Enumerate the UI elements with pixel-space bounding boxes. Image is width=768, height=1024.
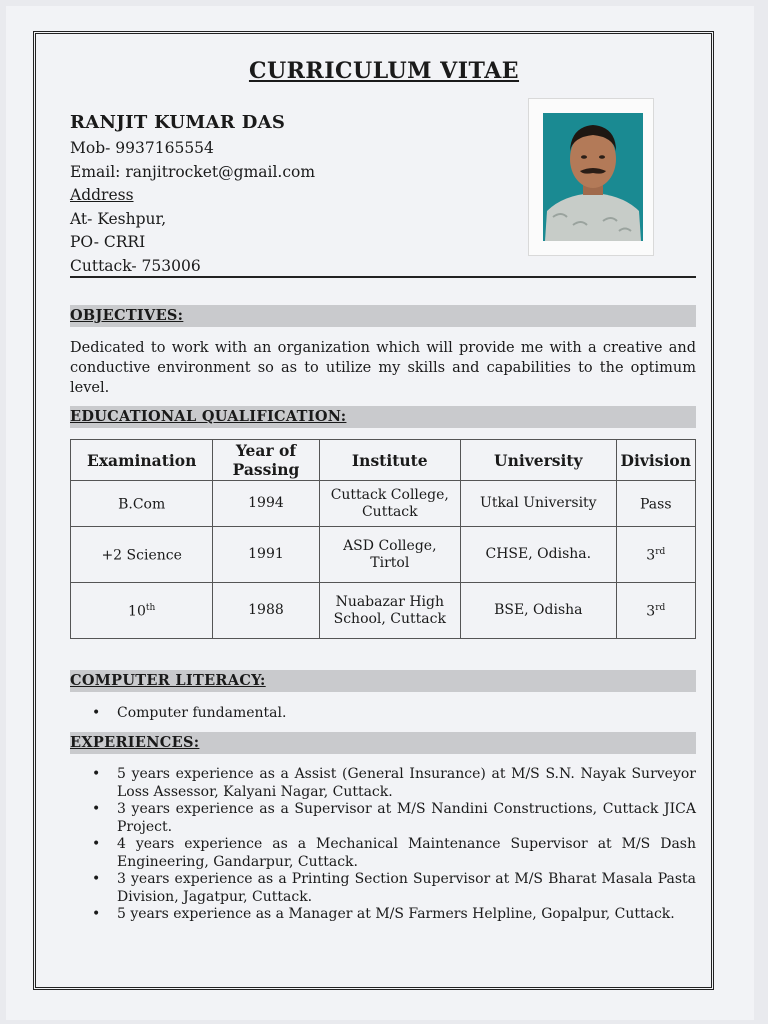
institute-cell: Nuabazar High School, Cuttack [319, 583, 461, 639]
section-heading: EDUCATIONAL QUALIFICATION: [70, 408, 347, 425]
bullet-icon: • [92, 766, 101, 782]
passport-photo [528, 98, 654, 256]
email-address: Email: ranjitrocket@gmail.com [70, 162, 316, 181]
column-header: Division [616, 440, 695, 481]
university-cell: Utkal University [461, 481, 617, 527]
address-heading: Address [70, 186, 134, 204]
portrait-image [543, 113, 643, 241]
computer-list [70, 705, 696, 723]
exam-cell: +2 Science [71, 527, 213, 583]
bullet-icon: • [92, 801, 101, 817]
contact-block [70, 137, 315, 278]
section-computer-literacy [70, 670, 696, 692]
bullet-icon: • [92, 871, 101, 887]
education-table [70, 439, 696, 639]
address-line: PO- CRRI [70, 233, 146, 251]
table-row [71, 527, 696, 583]
applicant-name: RANJIT KUMAR DAS [70, 112, 286, 133]
division-cell: 3rd [616, 583, 695, 639]
list-item: • 4 years experience as a Mechanical Maintenance Supervisor at M/S Dash Engineering, Gandarpur, Cuttack. [92, 836, 696, 870]
objectives-text: Dedicated to work with an organization which will provide me with a creative and conductive environment so as to utilize my skills and capabilities to the optimum level. [70, 340, 696, 396]
mobile-number: Mob- 9937165554 [70, 139, 214, 157]
bullet-icon: • [92, 705, 101, 721]
column-header: Examination [71, 440, 213, 481]
table-row [71, 583, 696, 639]
list-item: • 5 years experience as a Assist (General Insurance) at M/S S.N. Nayak Surveyor Loss Assessor, Kalyani Nagar, Cuttack. [92, 766, 696, 800]
section-education [70, 406, 696, 428]
list-item: • 3 years experience as a Supervisor at M/S Nandini Constructions, Cuttack JICA Project. [92, 801, 696, 835]
list-item: • 3 years experience as a Printing Section Supervisor at M/S Bharat Masala Pasta Division, Jagatpur, Cuttack. [92, 871, 696, 905]
exam-cell: B.Com [71, 481, 213, 527]
table-row [71, 481, 696, 527]
university-cell: BSE, Odisha [461, 583, 617, 639]
year-cell: 1994 [213, 481, 319, 527]
address-line: Cuttack- 753006 [70, 256, 201, 275]
table-header-row [71, 440, 696, 481]
university-cell: CHSE, Odisha. [461, 527, 617, 583]
institute-cell: ASD College, Tirtol [319, 527, 461, 583]
list-item: • Computer fundamental. [92, 705, 287, 721]
page-title: CURRICULUM VITAE [248, 58, 520, 84]
section-heading: OBJECTIVES: [70, 307, 184, 324]
year-cell: 1988 [213, 583, 319, 639]
year-cell: 1991 [213, 527, 319, 583]
division-cell: Pass [616, 481, 695, 527]
address-line: At- Keshpur, [70, 209, 167, 228]
header-divider [70, 276, 696, 278]
institute-cell: Cuttack College, Cuttack [319, 481, 461, 527]
column-header: Institute [319, 440, 461, 481]
division-cell: 3rd [616, 527, 695, 583]
bullet-icon: • [92, 906, 101, 922]
section-objectives [70, 305, 696, 327]
section-heading: COMPUTER LITERACY: [70, 672, 266, 689]
section-experiences [70, 732, 696, 754]
person-portrait-icon [543, 113, 643, 241]
column-header: University [461, 440, 617, 481]
section-heading: EXPERIENCES: [70, 734, 200, 751]
column-header: Year of Passing [213, 440, 319, 481]
bullet-icon: • [92, 836, 101, 852]
experience-list [70, 766, 696, 924]
list-item: • 5 years experience as a Manager at M/S Farmers Helpline, Gopalpur, Cuttack. [92, 906, 675, 922]
exam-cell: 10th [71, 583, 213, 639]
